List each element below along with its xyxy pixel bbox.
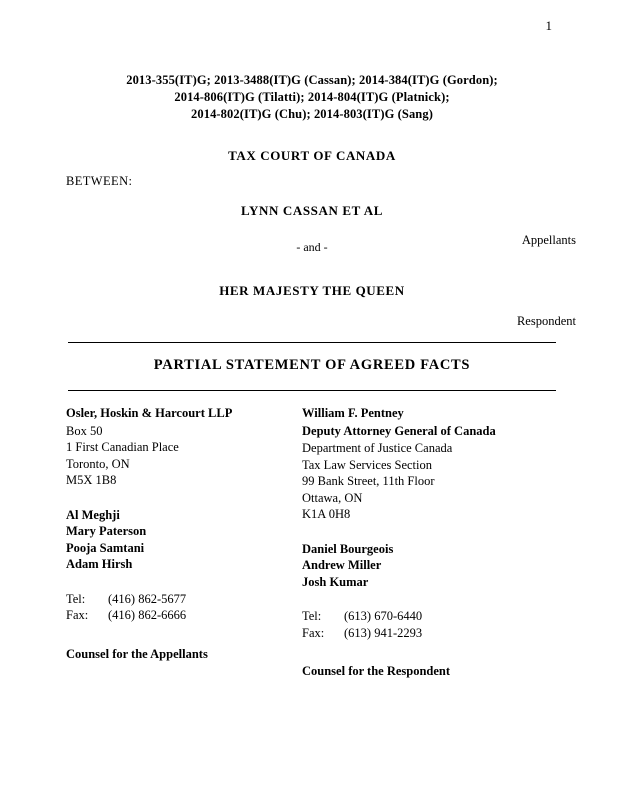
between-label: BETWEEN: — [66, 174, 133, 188]
respondent-address-line: Ottawa, ON — [302, 490, 363, 505]
appellant-lawyer-name: Al Meghji — [66, 507, 120, 522]
appellant-party-name: LYNN CASSAN ET AL — [240, 203, 384, 218]
appellant-address-line: M5X 1B8 — [66, 473, 117, 487]
appellant-tel-row — [66, 591, 286, 608]
appellant-counsel-block — [66, 405, 286, 662]
appellant-tel-label: Tel: — [66, 591, 86, 606]
divider-below-title — [68, 390, 556, 391]
appellant-lawyer-name: Adam Hirsh — [66, 557, 133, 571]
docket-line-2: 2014-806(IT)G (Tilatti); 2014-804(IT)G (Platnick); — [174, 90, 450, 104]
appellant-address-line: Box 50 — [66, 423, 103, 438]
docket-line-1: 2013-355(IT)G; 2013-3488(IT)G (Cassan); 2014-384(IT)G (Gordon); — [126, 73, 498, 87]
respondent-fax-value: (613) 941-2293 — [344, 625, 423, 640]
respondent-counsel-caption: Counsel for the Respondent — [302, 664, 451, 678]
appellant-lawyer-name: Pooja Samtani — [66, 540, 145, 555]
appellant-fax-row — [66, 607, 286, 624]
docket-line-3: 2014-802(IT)G (Chu); 2014-803(IT)G (Sang) — [191, 107, 433, 121]
respondent-lawyer-name: Daniel Bourgeois — [302, 541, 394, 556]
respondent-address-line: 99 Bank Street, 11th Floor — [302, 474, 435, 488]
respondent-firm-name: William F. Pentney — [302, 406, 404, 420]
document-title: PARTIAL STATEMENT OF AGREED FACTS — [153, 357, 471, 373]
respondent-lawyer-name: Andrew Miller — [302, 558, 382, 572]
respondent-firm-title: Deputy Attorney General of Canada — [302, 423, 496, 438]
appellant-firm-name: Osler, Hoskin & Harcourt LLP — [66, 406, 233, 420]
respondent-address-line: K1A 0H8 — [302, 507, 351, 521]
divider-above-title — [68, 342, 556, 343]
appellant-counsel-caption: Counsel for the Appellants — [66, 646, 208, 661]
page-number: 1 — [545, 18, 552, 33]
appellant-fax-label: Fax: — [66, 608, 89, 622]
and-separator: - and - — [296, 240, 328, 254]
docket-numbers — [0, 72, 624, 123]
respondent-fax-row — [302, 625, 572, 642]
court-title: TAX COURT OF CANADA — [228, 148, 396, 163]
respondent-lawyer-list — [302, 541, 572, 591]
respondent-address-line: Tax Law Services Section — [302, 457, 432, 472]
respondent-contact-info — [302, 608, 572, 641]
appellant-address-line: Toronto, ON — [66, 456, 130, 471]
respondent-fax-label: Fax: — [302, 625, 325, 640]
respondent-tel-value: (613) 670-6440 — [344, 609, 423, 623]
respondent-party-name: HER MAJESTY THE QUEEN — [219, 283, 405, 298]
appellant-lawyer-name: Mary Paterson — [66, 524, 147, 538]
appellant-tel-value: (416) 862-5677 — [108, 591, 187, 606]
appellant-lawyer-list — [66, 507, 286, 573]
appellants-role-label: Appellants — [521, 233, 576, 247]
respondent-tel-label: Tel: — [302, 609, 322, 623]
appellant-contact-info — [66, 591, 286, 624]
respondent-tel-row — [302, 608, 572, 625]
respondent-lawyer-name: Josh Kumar — [302, 574, 369, 589]
respondent-role-label: Respondent — [516, 314, 576, 328]
respondent-address-line: Department of Justice Canada — [302, 441, 453, 455]
respondent-counsel-block — [302, 405, 572, 680]
appellant-fax-value: (416) 862-6666 — [108, 608, 187, 622]
appellant-address-line: 1 First Canadian Place — [66, 440, 179, 454]
